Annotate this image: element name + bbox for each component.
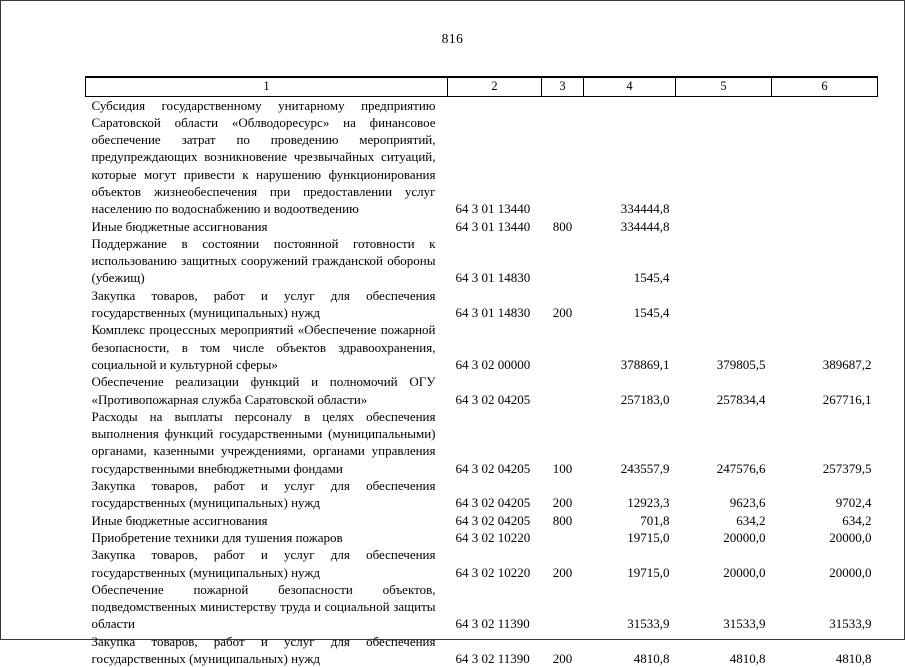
table-row xyxy=(86,581,878,633)
column-header-3: 3 xyxy=(542,77,584,96)
table-body xyxy=(86,96,878,667)
row-sum3-cell: 4810,8 xyxy=(835,651,872,666)
row-sum3-cell: 20000,0 xyxy=(829,529,872,545)
row-sum3-cell xyxy=(772,287,878,322)
column-header-6: 6 xyxy=(772,77,878,96)
row-type-cell xyxy=(542,373,584,408)
row-code-cell: 64 3 02 10220 xyxy=(455,564,531,580)
row-sum3-cell: 267716,1 xyxy=(822,391,872,407)
row-sum1-cell: 334444,8 xyxy=(620,201,670,217)
column-header-1: 1 xyxy=(86,77,448,96)
row-sum1-cell: 4810,8 xyxy=(633,651,670,666)
row-code-cell: 64 3 01 13440 xyxy=(455,218,531,234)
row-sum1-cell: 257183,0 xyxy=(620,391,670,407)
table-row xyxy=(86,512,878,529)
row-code-cell: 64 3 01 14830 xyxy=(455,270,531,286)
row-sum2-cell xyxy=(676,96,772,218)
row-code-cell: 64 3 02 04205 xyxy=(455,460,531,476)
budget-table xyxy=(85,76,878,667)
row-sum2-cell: 379805,5 xyxy=(716,356,766,372)
table-row xyxy=(86,287,878,322)
table-row xyxy=(86,235,878,287)
row-sum2-cell: 31533,9 xyxy=(723,616,766,632)
row-code-cell: 64 3 01 13440 xyxy=(455,201,531,217)
row-sum2-cell: 247576,6 xyxy=(716,460,766,476)
table-row xyxy=(86,373,878,408)
row-sum3-cell: 634,2 xyxy=(842,512,872,528)
row-sum2-cell: 20000,0 xyxy=(723,529,766,545)
column-header-5: 5 xyxy=(676,77,772,96)
table-header-row xyxy=(86,77,878,96)
row-type-cell: 200 xyxy=(552,651,573,666)
row-sum3-cell: 9702,4 xyxy=(835,495,872,511)
table-row xyxy=(86,546,878,581)
row-sum3-cell: 389687,2 xyxy=(822,356,872,372)
row-sum3-cell: 20000,0 xyxy=(829,564,872,580)
row-sum1-cell: 1545,4 xyxy=(633,270,670,286)
row-sum1-cell: 1545,4 xyxy=(633,305,670,321)
row-sum1-cell: 701,8 xyxy=(640,512,670,528)
row-name-cell: Комплекс процессных мероприятий «Обеспечение пожарной безопасности, в том числе объектов здравоохранения, социальной и культурной сферы» xyxy=(91,322,436,372)
row-sum2-cell: 4810,8 xyxy=(729,651,766,666)
row-sum2-cell: 20000,0 xyxy=(723,564,766,580)
row-sum3-cell xyxy=(772,96,878,218)
row-type-cell xyxy=(542,96,584,218)
row-sum3-cell xyxy=(772,235,878,287)
row-name-cell: Поддержание в состоянии постоянной готовности к использованию защитных сооружений гражданской обороны (убежищ) xyxy=(91,235,436,286)
row-code-cell: 64 3 02 11390 xyxy=(455,616,530,632)
row-name-cell: Закупка товаров, работ и услуг для обеспечения государственных (муниципальных) нужд xyxy=(91,478,436,511)
table-row xyxy=(86,408,878,477)
row-name-cell: Закупка товаров, работ и услуг для обеспечения государственных (муниципальных) нужд xyxy=(91,547,436,580)
row-name-cell: Приобретение техники для тушения пожаров xyxy=(91,529,343,545)
row-code-cell: 64 3 02 11390 xyxy=(455,651,530,666)
page-number: 816 xyxy=(441,31,464,46)
row-type-cell: 200 xyxy=(552,564,573,580)
row-type-cell xyxy=(542,235,584,287)
row-sum2-cell xyxy=(676,287,772,322)
row-sum1-cell: 378869,1 xyxy=(620,356,670,372)
row-type-cell: 200 xyxy=(552,495,573,511)
table-row xyxy=(86,321,878,373)
row-code-cell: 64 3 01 14830 xyxy=(455,305,531,321)
row-name-cell: Обеспечение реализации функций и полномочий ОГУ «Противопожарная служба Саратовской области» xyxy=(91,374,436,407)
row-name-cell: Закупка товаров, работ и услуг для обеспечения государственных (муниципальных) нужд xyxy=(91,287,436,321)
table-row xyxy=(86,218,878,235)
column-header-4: 4 xyxy=(584,77,676,96)
row-sum1-cell: 12923,3 xyxy=(627,495,670,511)
row-type-cell xyxy=(542,321,584,373)
row-name-cell: Закупка товаров, работ и услуг для обеспечения государственных (муниципальных) нужд xyxy=(91,633,436,666)
table-row xyxy=(86,96,878,218)
row-name-cell: Субсидия государственному унитарному предприятию Саратовской области «Облводоресурс» на финансовое обеспечение затрат по проведению мероприятий, предупреждающих возникновение чрезвычайных ситуаций, которые могут привести к нарушению функционирования объектов жизнеобеспечения при предоставлении услуг населению по водоснабжению и водоотведению xyxy=(91,97,436,217)
row-sum1-cell: 334444,8 xyxy=(620,218,670,234)
row-sum3-cell: 31533,9 xyxy=(829,616,872,632)
row-code-cell: 64 3 02 10220 xyxy=(455,529,531,545)
row-name-cell: Иные бюджетные ассигнования xyxy=(91,512,268,528)
row-sum1-cell: 19715,0 xyxy=(627,529,670,545)
row-name-cell: Обеспечение пожарной безопасности объектов, подведомственных министерству труда и социальной защиты области xyxy=(91,581,436,632)
row-sum2-cell xyxy=(676,235,772,287)
row-type-cell: 200 xyxy=(552,305,573,321)
table-row xyxy=(86,633,878,667)
row-sum2-cell: 257834,4 xyxy=(716,391,766,407)
row-type-cell: 100 xyxy=(552,460,573,476)
row-sum2-cell: 9623,6 xyxy=(729,495,766,511)
table-row xyxy=(86,529,878,546)
row-code-cell: 64 3 02 00000 xyxy=(455,356,531,372)
row-type-cell xyxy=(542,581,584,633)
table-row xyxy=(86,477,878,512)
row-sum1-cell: 31533,9 xyxy=(627,616,670,632)
row-sum1-cell: 19715,0 xyxy=(627,564,670,580)
row-name-cell: Иные бюджетные ассигнования xyxy=(91,218,268,234)
row-sum1-cell: 243557,9 xyxy=(620,460,670,476)
row-code-cell: 64 3 02 04205 xyxy=(455,495,531,511)
row-sum2-cell: 634,2 xyxy=(736,512,766,528)
row-sum3-cell xyxy=(772,218,878,235)
row-sum2-cell xyxy=(676,218,772,235)
row-type-cell: 800 xyxy=(552,512,573,528)
column-header-2: 2 xyxy=(448,77,542,96)
row-name-cell: Расходы на выплаты персоналу в целях обеспечения выполнения функций государственными (муниципальными) органами, казенными учреждениями, органами управления государственными внебюджетными фондами xyxy=(91,408,436,476)
row-type-cell: 800 xyxy=(552,218,573,234)
row-code-cell: 64 3 02 04205 xyxy=(455,391,531,407)
row-sum3-cell: 257379,5 xyxy=(822,460,872,476)
row-type-cell xyxy=(542,529,584,546)
table-header xyxy=(86,77,878,96)
row-code-cell: 64 3 02 04205 xyxy=(455,512,531,528)
